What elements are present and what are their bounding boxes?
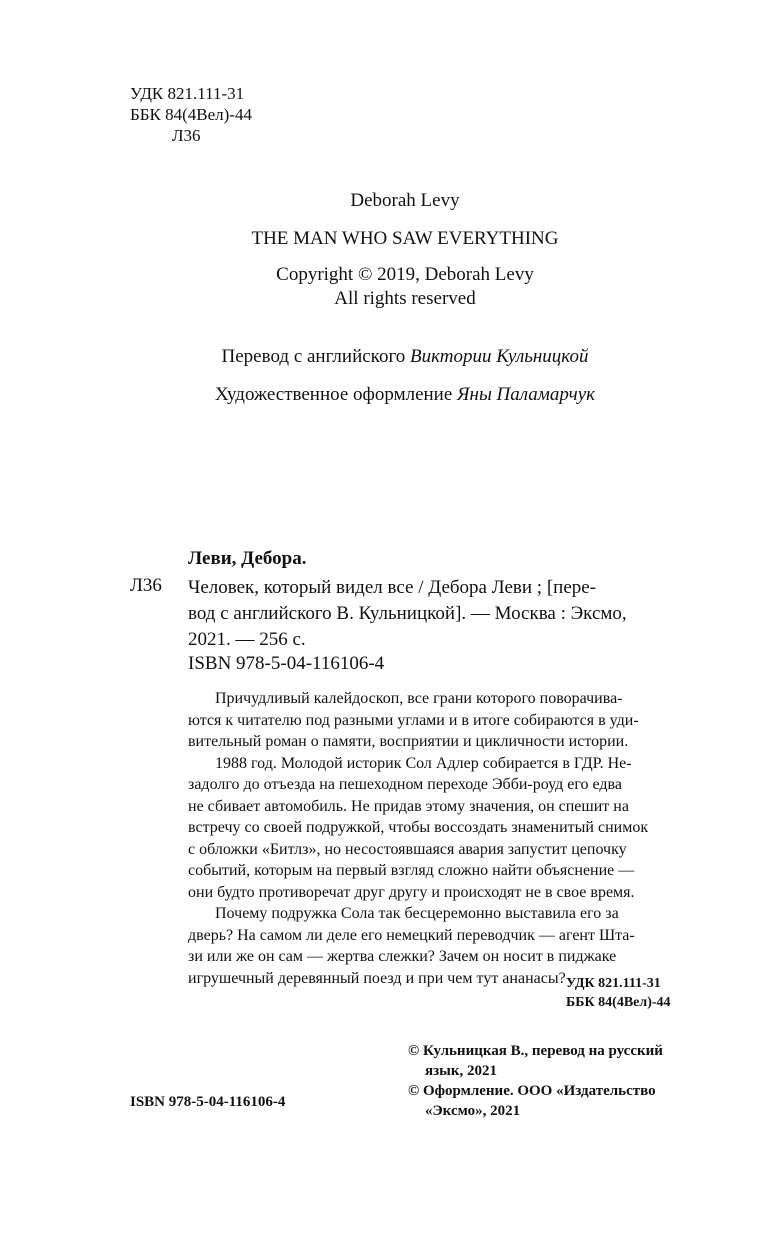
annotation-line: 1988 год. Молодой историк Сол Адлер собирается в ГДР. Не- (215, 754, 632, 772)
annotation-line: задолго до отъезда на пешеходном переходе Эбби-роуд его едва (188, 776, 622, 793)
annotation-line: зи или же он сам — жертва слежки? Зачем он носит в пиджаке (188, 948, 617, 965)
translation-credit (0, 346, 768, 368)
annotation-line: игрушечный деревянный поезд и при чем тут ананасы? (188, 969, 566, 987)
description-line: Человек, который видел все / Дебора Леви ; [пере- (188, 577, 597, 598)
bbk-code: ББК 84(4Вел)-44 (130, 105, 252, 124)
annotation (188, 688, 663, 989)
copyright-line: язык, 2021 (425, 1063, 497, 1079)
translator-name: Виктории Кульницкой (410, 346, 589, 367)
original-copyright: Copyright © 2019, Deborah Levy (276, 264, 534, 285)
annotation-line: они будто противоречат друг другу и происходят не в свое время. (188, 883, 635, 901)
bibliographic-isbn: ISBN 978-5-04-116106-4 (188, 653, 385, 674)
bibliographic-mark: Л36 (130, 575, 162, 596)
copyright-notes (408, 1041, 663, 1121)
udk-code-bottom: УДК 821.111-31 (566, 976, 661, 991)
annotation-line: вительный роман о памяти, восприятии и цикличности истории. (188, 733, 629, 750)
annotation-line: ются к читателю под разными углами и в итоге собираются в уди- (188, 711, 639, 729)
annotation-line: Почему подружка Сола так бесцеремонно выставила его за (215, 905, 619, 922)
design-prefix: Художественное оформление (214, 384, 458, 405)
annotation-line: дверь? На самом ли деле его немецкий переводчик — агент Шта- (188, 926, 635, 944)
bbk-code-bottom: ББК 84(4Вел)-44 (566, 995, 671, 1010)
copyright-line: © Кульницкая В., перевод на русский (408, 1043, 663, 1059)
footer-isbn: ISBN 978-5-04-116106-4 (130, 1094, 286, 1110)
classification-block (130, 83, 252, 146)
description-line: 2021. — 256 с. (188, 629, 306, 650)
annotation-line: Причудливый калейдоскоп, все грани которого поворачива- (215, 690, 623, 707)
translation-prefix: Перевод с английского (221, 346, 411, 367)
copyright-line: «Эксмо», 2021 (425, 1103, 521, 1119)
annotation-line: встречу со своей подружкой, чтобы воссоздать знаменитый снимок (188, 819, 649, 836)
bibliographic-heading: Леви, Дебора. (188, 548, 307, 569)
author-mark: Л36 (172, 126, 201, 145)
design-credit (0, 384, 768, 406)
description-line: вод с английского В. Кульницкой]. — Москва : Эксмо, (188, 603, 627, 624)
annotation-line: не сбивает автомобиль. Не придав этому значения, он спешит на (188, 797, 629, 815)
copyright-line: © Оформление. ООО «Издательство (408, 1083, 656, 1099)
original-title: THE MAN WHO SAW EVERYTHING (251, 228, 559, 249)
annotation-line: с обложки «Битлз», но несостоявшаяся авария запустит цепочку (188, 840, 627, 858)
udk-code: УДК 821.111-31 (130, 84, 245, 103)
bibliographic-description (188, 575, 663, 653)
designer-name: Яны Паламарчук (457, 384, 596, 405)
annotation-line: событий, которым на первый взгляд сложно найти объяснение — (188, 862, 635, 879)
original-author: Deborah Levy (350, 190, 460, 211)
original-rights: All rights reserved (334, 288, 476, 309)
